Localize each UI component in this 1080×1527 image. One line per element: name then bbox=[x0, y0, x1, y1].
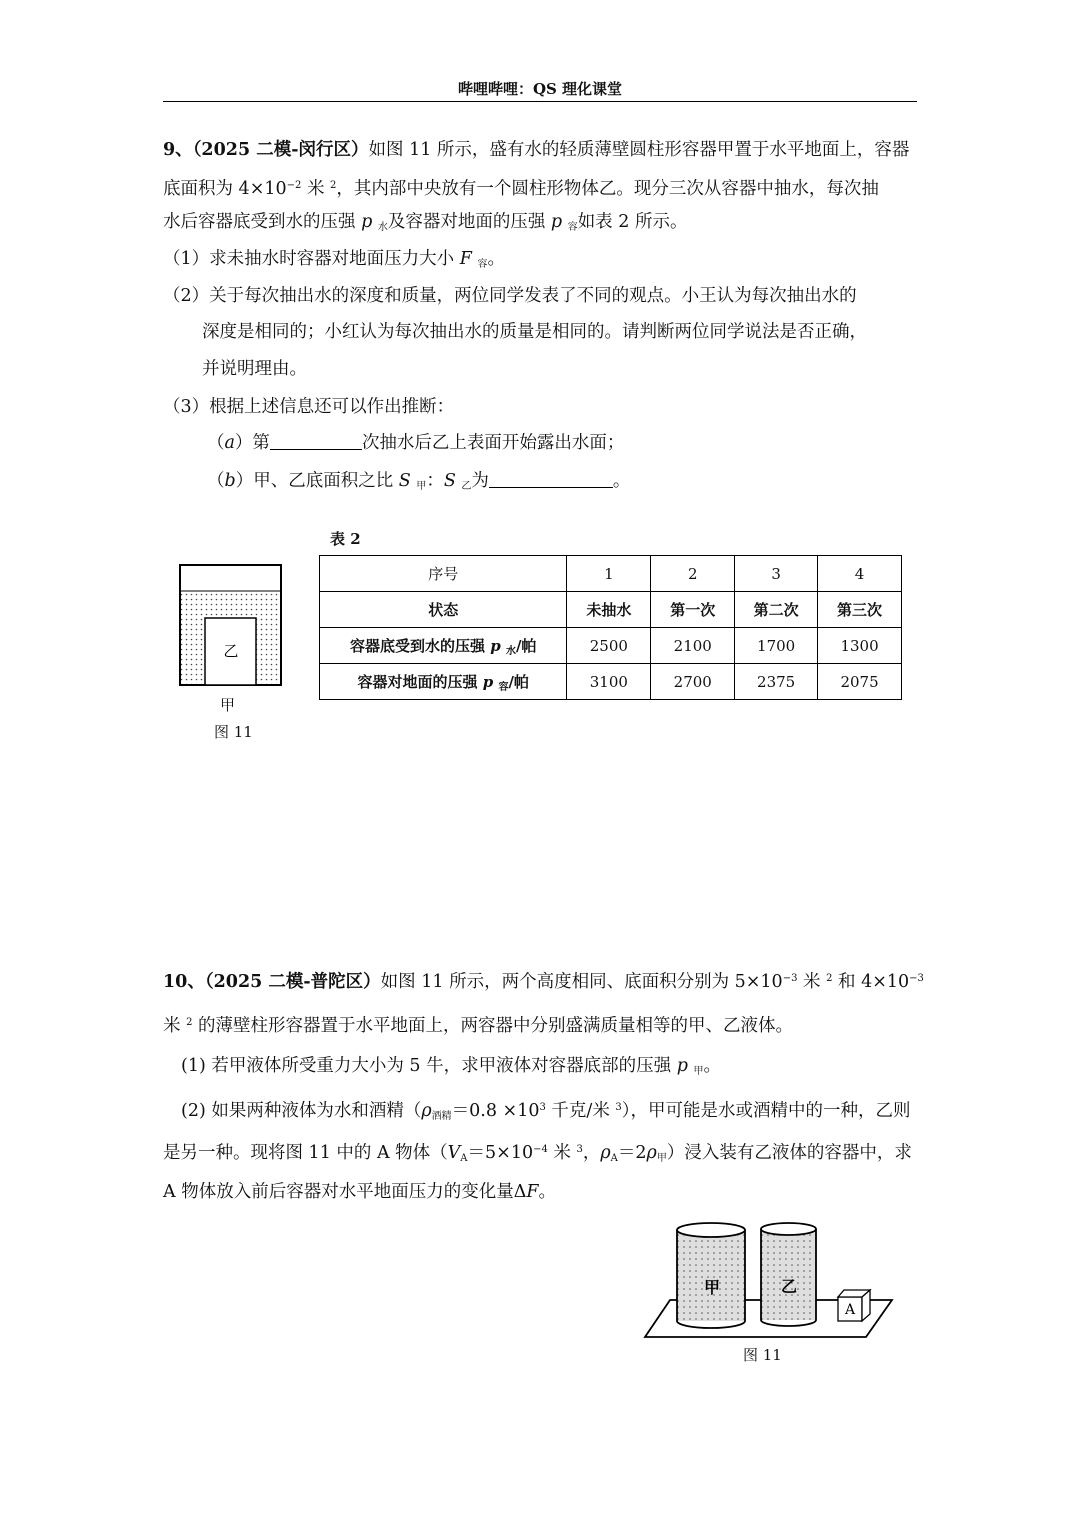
q9-figure-container bbox=[170, 558, 295, 698]
table-cell: 序号 bbox=[320, 556, 567, 592]
table-cell: 2100 bbox=[651, 628, 735, 664]
q9-source-tag: （2025 二模-闵行区） bbox=[192, 140, 369, 160]
q10-line-1: 10、（2025 二模-普陀区）如图 11 所示，两个高度相同、底面积分别为 $5\times 10^{-3}$ 米 $^2$ 和 $4\times 10^{-3}$ bbox=[163, 972, 924, 992]
q9-part-3b: （b）甲、乙底面积之比 S $_甲$：S $_乙$为 。 bbox=[207, 471, 631, 492]
q9-text-1: 如图 11 所示，盛有水的轻质薄壁圆柱形容器甲置于水平地面上，容器 bbox=[368, 140, 910, 160]
page-header-title: 哔哩哔哩：QS 理化课堂 bbox=[457, 80, 623, 98]
table-2 bbox=[319, 555, 902, 700]
q9-part-1: （1）求未抽水时容器对地面压力大小 F $_容$。 bbox=[163, 249, 505, 270]
table-cell: 容器对地面的压强 p $_容$/帕 bbox=[320, 664, 567, 700]
q10-line-3: 是另一种。现将图 11 中的 A 物体（$V_A=5\times 10^{-4}$ 米 $^3$，$\rho_A=2\rho_甲$）浸入装有乙液体的容器中，求 bbox=[163, 1143, 912, 1164]
table-row bbox=[320, 628, 902, 664]
q9-line-2: 底面积为 $4\times 10^{-2}$ 米 $^2$，其内部中央放有一个圆柱形物体乙。现分三次从容器中抽水，每次抽 bbox=[163, 179, 879, 199]
q10-figure bbox=[640, 1215, 905, 1350]
q9-answer-blank-a[interactable] bbox=[270, 431, 362, 450]
table-cell: 状态 bbox=[320, 592, 567, 628]
table-row bbox=[320, 592, 902, 628]
header-divider bbox=[163, 101, 917, 102]
q9-figure-caption: 图 11 bbox=[214, 723, 253, 741]
q10-part-1: (1) 若甲液体所受重力大小为 5 牛，求甲液体对容器底部的压强 p $_甲$。 bbox=[181, 1056, 721, 1077]
table-cell: 1 bbox=[567, 556, 651, 592]
table-2-caption: 表 2 bbox=[330, 530, 361, 548]
table-cell: 4 bbox=[818, 556, 902, 592]
table-row bbox=[320, 556, 902, 592]
table-cell: 3100 bbox=[567, 664, 651, 700]
q10-part-2: (2) 如果两种液体为水和酒精（$\rho_{酒精}=0.8 \times 10^3$ 千克/米 $^3$），甲可能是水或酒精中的一种，乙则 bbox=[181, 1101, 911, 1122]
table-cell: 2 bbox=[651, 556, 735, 592]
table-cell: 2500 bbox=[567, 628, 651, 664]
q9-part-2-line-2: 深度是相同的；小红认为每次抽出水的质量是相同的。请判断两位同学说法是否正确， bbox=[202, 322, 867, 342]
cylinder-yi bbox=[761, 1223, 816, 1326]
table-cell: 容器底受到水的压强 p $_水$/帕 bbox=[320, 628, 567, 664]
q10-line-4: A 物体放入前后容器对水平地面压力的变化量ΔF。 bbox=[163, 1182, 556, 1202]
table-cell: 2375 bbox=[735, 664, 818, 700]
q9-number: 9、 bbox=[163, 140, 193, 160]
q9-line-1 bbox=[163, 137, 909, 163]
cylinder-jia bbox=[677, 1223, 745, 1328]
q9-answer-blank-b[interactable] bbox=[489, 469, 613, 488]
cube-a-label: A bbox=[844, 1302, 856, 1318]
cube-a bbox=[838, 1290, 870, 1321]
table-cell: 2075 bbox=[818, 664, 902, 700]
q9-part-2-line-1: （2）关于每次抽出水的深度和质量，两位同学发表了不同的观点。小王认为每次抽出水的 bbox=[163, 286, 857, 306]
table-cell: 未抽水 bbox=[567, 592, 651, 628]
cylinder-yi-label: 乙 bbox=[780, 1277, 798, 1296]
table-cell: 第三次 bbox=[818, 592, 902, 628]
cylinder-jia-label: 甲 bbox=[703, 1278, 721, 1297]
q10-figure-caption: 图 11 bbox=[743, 1346, 782, 1364]
q9-part-3: （3）根据上述信息还可以作出推断： bbox=[163, 397, 455, 417]
q9-part-3a: （a）第 次抽水后乙上表面开始露出水面； bbox=[207, 433, 625, 453]
q10-number: 10、 bbox=[163, 972, 205, 992]
table-cell: 2700 bbox=[651, 664, 735, 700]
table-cell: 3 bbox=[735, 556, 818, 592]
table-row bbox=[320, 664, 902, 700]
table-cell: 第二次 bbox=[735, 592, 818, 628]
q9-part-2-line-3: 并说明理由。 bbox=[202, 359, 307, 379]
table-cell: 第一次 bbox=[651, 592, 735, 628]
q9-figure-container-label: 甲 bbox=[220, 696, 236, 714]
table-cell: 1700 bbox=[735, 628, 818, 664]
q10-line-2: 米 $^2$ 的薄壁柱形容器置于水平地面上，两容器中分别盛满质量相等的甲、乙液体。 bbox=[163, 1016, 794, 1036]
q9-line-3: 水后容器底受到水的压强 p $_水$及容器对地面的压强 p $_容$如表 2 所示。 bbox=[163, 212, 688, 233]
q10-source-tag: （2025 二模-普陀区） bbox=[204, 972, 381, 992]
table-cell: 1300 bbox=[818, 628, 902, 664]
object-yi-label: 乙 bbox=[223, 642, 239, 660]
